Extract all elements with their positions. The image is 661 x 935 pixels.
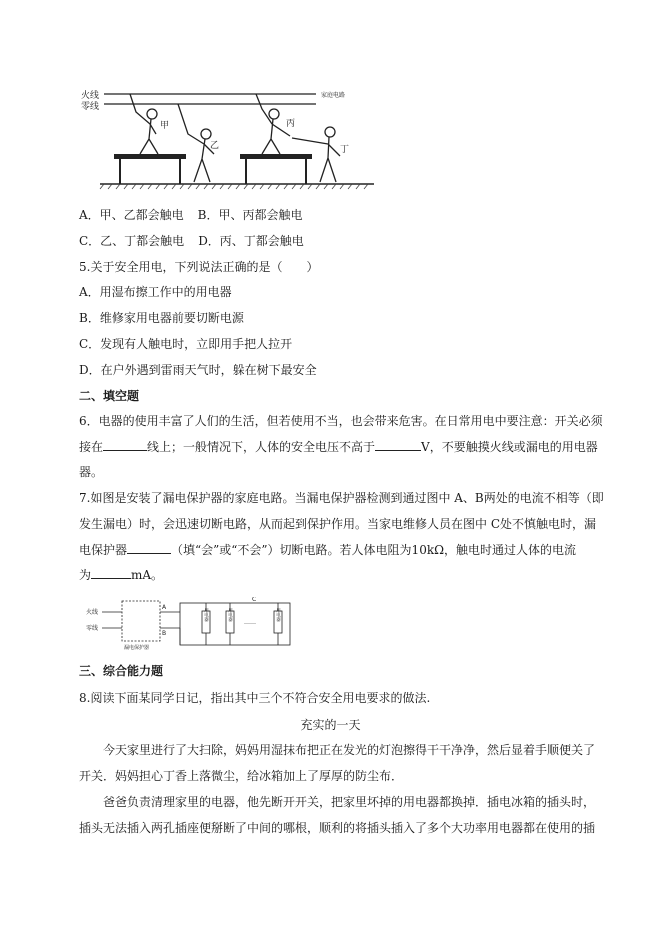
leakage-protector-circuit	[84, 597, 304, 652]
q6-blank-2[interactable]	[375, 439, 421, 451]
q6-blank-1[interactable]	[103, 439, 147, 451]
q6-line2: 接在 线上；一般情况下，人体的安全电压不高于 V，不要触摸火线或漏电的用电器	[79, 440, 598, 454]
fig2-label-b: B	[162, 630, 167, 637]
diary-p2-line1: 爸爸负责清理家里的电器，他先断开开关，把家里坏掉的用电器都换掉．插电冰箱的插头时，	[103, 795, 596, 809]
q4-option-b: B．甲、丙都会触电	[197, 208, 303, 222]
person-jia-label: 甲	[160, 121, 170, 131]
fig2-dots: ……	[244, 619, 256, 626]
diary-p1-line2: 开关．妈妈担心丁香上落微尘，给冰箱加上了厚厚的防尘布．	[79, 769, 404, 783]
q7-blank-2[interactable]	[91, 567, 131, 579]
neutral-wire-label: 零线	[81, 102, 100, 112]
fig2-label-c: C	[252, 597, 257, 603]
q5-option-d: D．在户外遇到雷雨天气时，躲在树下最安全	[79, 363, 317, 377]
q7-line4: 为 mA。	[79, 568, 164, 582]
fig2-appliance-label-1: 用电器	[203, 608, 209, 622]
household-circuit-label: 家庭电路	[321, 92, 346, 99]
person-ding-label: 丁	[340, 145, 350, 155]
fig2-appliance-label-2: 用电器	[227, 608, 233, 622]
q5-stem: 5.关于安全用电，下列说法正确的是（ ）	[79, 260, 319, 274]
q4-option-c: C．乙、丁都会触电	[79, 234, 185, 248]
fig2-live-label: 火线	[86, 609, 99, 616]
q5-option-c: C．发现有人触电时，立即用手把人拉开	[79, 337, 293, 351]
q6-line3: 器。	[79, 465, 104, 479]
q4-option-a: A．甲、乙都会触电	[79, 208, 184, 222]
diary-p1-line1: 今天家里进行了大扫除，妈妈用湿抹布把正在发光的灯泡擦得干干净净，然后显着手顺便关了	[103, 743, 596, 757]
q7-line2: 发生漏电）时，会迅速切断电路，从而起到保护作用。当家电维修人员在图中 C处不慎触电时，漏	[79, 517, 596, 531]
q4-options-row1	[79, 207, 303, 223]
q8-stem: 8.阅读下面某同学日记，指出其中三个不符合安全用电要求的做法.	[79, 691, 431, 705]
q7-blank-1[interactable]	[127, 542, 171, 554]
section-3-heading: 三、综合能力题	[79, 664, 164, 678]
q6-line1: 6．电器的使用丰富了人们的生活，但若使用不当，也会带来危害。在日常用电中要注意：开关必须	[79, 414, 603, 428]
diary-title: 充实的一天	[300, 718, 361, 732]
live-wire-label: 火线	[81, 91, 100, 101]
q4-option-d: D．丙、丁都会触电	[198, 234, 304, 248]
q5-option-a: A．用湿布擦工作中的用电器	[79, 285, 232, 299]
diary-p2-line2: 插头无法插入两孔插座便掰断了中间的哪根，顺利的将插头插入了多个大功率用电器都在使用的插	[79, 821, 596, 835]
shock-scenario-figure	[78, 84, 378, 190]
person-bing-label: 丙	[286, 119, 296, 129]
fig2-appliance-label-3: 用电器	[275, 608, 281, 622]
fig2-label-a: A	[162, 604, 167, 611]
q5-option-b: B．维修家用电器前要切断电源	[79, 311, 244, 325]
q7-line1: 7.如图是安装了漏电保护器的家庭电路。当漏电保护器检测到通过图中 A、B两处的电流不相等（即	[79, 491, 604, 505]
section-2-heading: 二、填空题	[79, 389, 140, 403]
q4-options-row2	[79, 233, 304, 249]
person-yi-label: 乙	[210, 141, 220, 151]
q7-line3: 电保护器 （填“会”或“不会”）切断电路。若人体电阻为10kΩ，触电时通过人体的电流	[79, 543, 577, 557]
fig2-protector-label: 漏电保护器	[124, 645, 150, 651]
fig2-neutral-label: 零线	[86, 625, 99, 632]
